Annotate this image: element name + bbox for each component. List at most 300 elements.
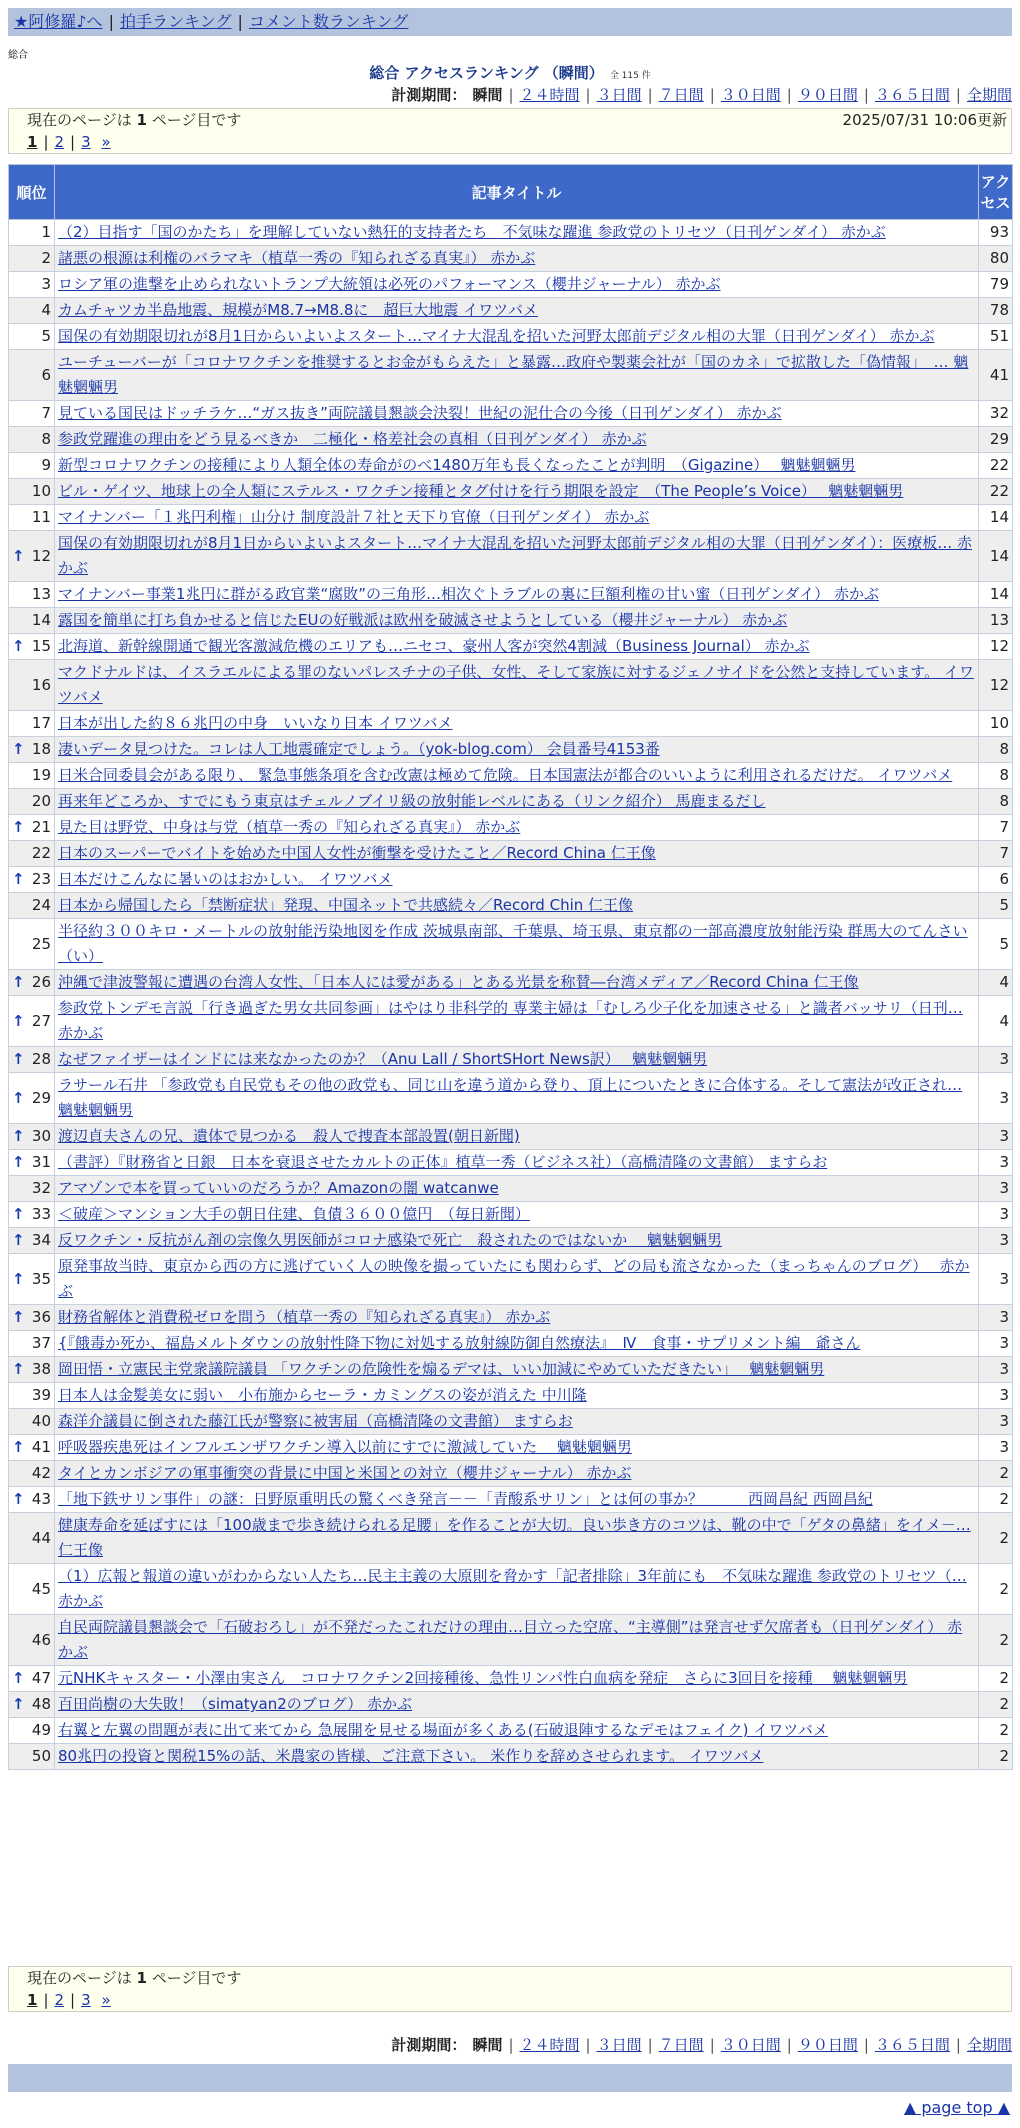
page-separator: | <box>43 1991 49 2009</box>
rank-up-arrow-icon: ↑ <box>12 1011 25 1030</box>
period-link[interactable]: ３０日間 <box>720 2036 781 2054</box>
article-title-link[interactable]: （2）目指す「国のかたち」を理解していない熱狂的支持者たち 不気味な躍進 参政党のトリセツ（日刊ゲンダイ） 赤かぶ <box>58 223 886 241</box>
table-row <box>9 401 1013 427</box>
period-link[interactable]: ７日間 <box>658 86 704 104</box>
rank-cell <box>9 1383 55 1409</box>
title-cell <box>55 1435 979 1461</box>
period-separator: | <box>647 86 653 104</box>
article-title-link[interactable]: 日本から帰国したら「禁断症状」発現、中国ネットで共感続々／Record Chin 仁王像 <box>58 896 634 914</box>
rank-cell <box>9 1047 55 1073</box>
article-title-link[interactable]: 日本が出した約８６兆円の中身 いいなり日本 イワツバメ <box>58 714 453 732</box>
rank-number: 6 <box>41 365 51 384</box>
page-link[interactable]: 2 <box>54 133 65 151</box>
article-title-link[interactable]: 健康寿命を延ばすには「100歳まで歩き続けられる足腰」を作ることが大切。良い歩き方のコツは、靴の中で「ゲタの鼻緒」をイメ－… 仁王像 <box>58 1516 971 1559</box>
access-count: 3 <box>979 1383 1013 1409</box>
period-link[interactable]: ３６５日間 <box>874 2036 950 2054</box>
page-info-post: ページ目です <box>151 1969 242 1987</box>
page-link[interactable]: 3 <box>81 133 91 151</box>
rank-cell <box>9 298 55 324</box>
rank-up-arrow-icon: ↑ <box>12 1205 25 1223</box>
period-link[interactable]: ９０日間 <box>797 86 858 104</box>
rank-cell <box>9 1461 55 1487</box>
access-count: 22 <box>979 453 1013 479</box>
article-title-link[interactable]: 見ている国民はドッチラケ…“ガス抜き”両院議員懇談会決裂！世紀の泥仕合の今後（日刊ゲンダイ） 赤かぶ <box>58 404 782 422</box>
rank-up-arrow-icon: ↑ <box>12 1269 25 1288</box>
period-separator: | <box>786 2036 792 2054</box>
rank-cell <box>9 660 55 711</box>
rank-number: 42 <box>31 1464 51 1482</box>
rank-up-arrow-icon: ↑ <box>12 1088 25 1107</box>
rank-cell <box>9 582 55 608</box>
table-row <box>9 1305 1013 1331</box>
rank-cell <box>9 1228 55 1254</box>
period-separator: | <box>709 2036 715 2054</box>
title-cell <box>55 1228 979 1254</box>
article-title-link[interactable]: カムチャツカ半島地震、規模がM8.7→M8.8に 超巨大地震 イワツバメ <box>58 301 538 319</box>
table-row <box>9 1047 1013 1073</box>
ranking-table <box>8 164 1013 1770</box>
period-link[interactable]: ３０日間 <box>720 86 781 104</box>
table-row <box>9 324 1013 350</box>
table-row <box>9 970 1013 996</box>
rank-cell <box>9 815 55 841</box>
rank-number: 32 <box>31 1179 51 1197</box>
access-count: 3 <box>979 1357 1013 1383</box>
table-row <box>9 1124 1013 1150</box>
title-cell <box>55 1254 979 1305</box>
page-separator: | <box>43 133 49 151</box>
rank-cell <box>9 272 55 298</box>
table-row <box>9 427 1013 453</box>
rank-number: 45 <box>31 1579 51 1598</box>
article-title-link[interactable]: ラサール石井 「参政党も自民党もその他の政党も、同じ山を違う道から登り、頂上についたときに合体する。そして憲法が改正され… 魑魅魍魎男 <box>58 1076 963 1119</box>
title-cell <box>55 246 979 272</box>
rank-cell <box>9 867 55 893</box>
access-count: 8 <box>979 737 1013 763</box>
rank-cell <box>9 453 55 479</box>
title-cell <box>55 1461 979 1487</box>
pager-bottom <box>8 1966 1012 2012</box>
article-title-link[interactable]: 凄いデータ見つけた。コレは人工地震確定でしょう。（yok-blog.com） 会員番号4153番 <box>58 740 660 758</box>
period-separator: | <box>508 2036 514 2054</box>
section-label: 総合 <box>8 50 28 61</box>
rank-cell <box>9 479 55 505</box>
table-row <box>9 1718 1013 1744</box>
access-count: 2 <box>979 1718 1013 1744</box>
rank-cell <box>9 220 55 246</box>
title-cell <box>55 1487 979 1513</box>
rank-number: 23 <box>31 870 51 888</box>
article-title-link[interactable]: 沖縄で津波警報に遭遇の台湾人女性、「日本人には愛がある」とある光景を称賛―台湾メディア／Record China 仁王像 <box>58 973 859 991</box>
table-row <box>9 1202 1013 1228</box>
table-row <box>9 272 1013 298</box>
table-row <box>9 220 1013 246</box>
rank-number: 7 <box>41 404 51 422</box>
rank-up-arrow-icon: ↑ <box>12 973 25 991</box>
table-row <box>9 246 1013 272</box>
article-title-link[interactable]: 岡田悟・立憲民主党衆議院議員 「ワクチンの危険性を煽るデマは、いい加減にやめていただきたい」 魑魅魍魎男 <box>58 1360 825 1378</box>
rank-up-arrow-icon: ↑ <box>12 637 25 655</box>
title-cell <box>55 711 979 737</box>
period-separator: | <box>863 86 869 104</box>
table-row <box>9 1357 1013 1383</box>
rank-up-arrow-icon: ↑ <box>12 1231 25 1249</box>
period-link[interactable]: ２４時間 <box>519 86 580 104</box>
article-title-link[interactable]: 元NHKキャスター・小澤由実さん コロナワクチン2回接種後、急性リンパ性白血病を発症 さらに3回目を接種 魑魅魍魎男 <box>58 1669 908 1687</box>
article-title-link[interactable]: 参政党トンデモ言説「行き過ぎた男女共同参画」はやはり非科学的 専業主婦は「むしろ少子化を加速させる」と識者バッサリ（日刊… 赤かぶ <box>58 999 963 1042</box>
rank-cell <box>9 1615 55 1666</box>
title-cell <box>55 272 979 298</box>
table-row <box>9 867 1013 893</box>
article-title-link[interactable]: なぜファイザーはインドには来なかったのか？（Anu Lall / ShortSHort News訳） 魑魅魍魎男 <box>58 1050 708 1068</box>
period-separator: | <box>709 86 715 104</box>
article-title-link[interactable]: アマゾンで本を買っていいのだろうか？Amazonの闇 watcanwe <box>58 1179 499 1197</box>
nav-separator: | <box>108 12 114 31</box>
access-count: 12 <box>979 660 1013 711</box>
rank-cell <box>9 1150 55 1176</box>
title-cell <box>55 1073 979 1124</box>
page-info-pre: 現在のページは <box>27 1969 132 1987</box>
title-cell <box>55 1357 979 1383</box>
article-title-link[interactable]: マクドナルドは、イスラエルによる罪のないパレスチナの子供、女性、そして家族に対するジェノサイドを公然と支持しています。 イワツバメ <box>58 663 974 706</box>
rank-number: 1 <box>41 223 51 241</box>
period-link[interactable]: 全期間 <box>966 2036 1012 2054</box>
rank-number: 43 <box>31 1490 51 1508</box>
rank-number: 16 <box>31 675 51 694</box>
period-link[interactable]: ７日間 <box>658 2036 704 2054</box>
period-label: 計測期間： <box>391 86 467 104</box>
period-link[interactable]: 全期間 <box>966 86 1012 104</box>
article-title-link[interactable]: 諸悪の根源は利権のバラマキ（植草一秀の『知られざる真実』） 赤かぶ <box>58 249 536 267</box>
rank-number: 39 <box>31 1386 51 1404</box>
total-count: 全 115 件 <box>609 71 651 81</box>
rank-cell <box>9 1409 55 1435</box>
table-row <box>9 737 1013 763</box>
table-row <box>9 531 1013 582</box>
rank-number: 3 <box>41 275 51 293</box>
article-title-link[interactable]: 反ワクチン・反抗がん剤の宗像久男医師がコロナ感染で死亡 殺されたのではないか 魑魅魍魎男 <box>58 1231 723 1249</box>
article-title-link[interactable]: 半径約３００キロ・メートルの放射能汚染地図を作成 茨城県南部、千葉県、埼玉県、東京都の一部高濃度放射能汚染 群馬大のてんさい（い） <box>58 922 968 965</box>
rank-number: 36 <box>31 1308 51 1326</box>
rank-up-arrow-icon: ↑ <box>12 1360 25 1378</box>
access-count: 41 <box>979 350 1013 401</box>
article-title-link[interactable]: マイナンバー事業1兆円に群がる政官業“腐敗”の三角形…相次ぐトラブルの裏に巨額利権の甘い蜜（日刊ゲンダイ） 赤かぶ <box>58 585 879 603</box>
article-title-link[interactable]: ＜破産＞マンション大手の朝日住建、負債３６００億円 （毎日新聞） <box>58 1205 530 1223</box>
access-count: 3 <box>979 1176 1013 1202</box>
access-count: 93 <box>979 220 1013 246</box>
period-separator: | <box>955 86 961 104</box>
page-top-link[interactable]: ▲ page top ▲ <box>903 2098 1010 2117</box>
access-count: 13 <box>979 608 1013 634</box>
rank-cell <box>9 1357 55 1383</box>
header-access: アクセス <box>979 165 1013 220</box>
page-link[interactable]: 2 <box>54 1991 65 2009</box>
article-title-link[interactable]: 日本だけこんなに暑いのはおかしい。 イワツバメ <box>58 870 393 888</box>
title-cell <box>55 1744 979 1770</box>
access-count: 3 <box>979 1124 1013 1150</box>
article-title-link[interactable]: 日本人は金髪美女に弱い＿小布施からセーラ・カミングスの姿が消えた 中川隆 <box>58 1386 587 1404</box>
table-row <box>9 1435 1013 1461</box>
rank-number: 47 <box>31 1669 51 1687</box>
access-count: 8 <box>979 763 1013 789</box>
period-link[interactable]: ３日間 <box>596 86 642 104</box>
title-cell <box>55 401 979 427</box>
article-title-link[interactable]: 国保の有効期限切れが8月1日からいよいよスタート…マイナ大混乱を招いた河野太郎前デジタル相の大罪（日刊ゲンダイ） 赤かぶ <box>58 327 935 345</box>
title-cell <box>55 505 979 531</box>
rank-number: 11 <box>31 508 51 526</box>
rank-number: 5 <box>41 327 51 345</box>
rank-up-arrow-icon: ↑ <box>12 1695 25 1713</box>
access-count: 79 <box>979 272 1013 298</box>
article-title-link[interactable]: 見た目は野党、中身は与党（植草一秀の『知られざる真実』） 赤かぶ <box>58 818 521 836</box>
title-cell <box>55 427 979 453</box>
rank-up-arrow-icon: ↑ <box>12 1050 25 1068</box>
rank-number: 31 <box>31 1153 51 1171</box>
table-row <box>9 815 1013 841</box>
access-count: 14 <box>979 531 1013 582</box>
access-count: 3 <box>979 1305 1013 1331</box>
rank-cell <box>9 1692 55 1718</box>
title-cell <box>55 531 979 582</box>
rank-cell <box>9 1744 55 1770</box>
rank-number: 4 <box>41 301 51 319</box>
rank-cell <box>9 1124 55 1150</box>
article-title-link[interactable]: 右翼と左翼の問題が表に出て来てから 急展開を見せる場面が多くある(石破退陣するなデモはフェイク) イワツバメ <box>58 1721 828 1739</box>
title-cell <box>55 608 979 634</box>
access-count: 3 <box>979 1409 1013 1435</box>
access-count: 5 <box>979 919 1013 970</box>
table-row <box>9 1513 1013 1564</box>
rank-number: 30 <box>31 1127 51 1145</box>
current-page-info <box>9 109 1011 131</box>
article-title-link[interactable]: （書評）『財務省と日銀 日本を衰退させたカルトの正体』植草一秀（ビジネス社）（高橋清隆の文書館） ますらお <box>58 1153 828 1171</box>
period-link[interactable]: ３６５日間 <box>874 86 950 104</box>
next-page-link[interactable]: » <box>101 1991 111 2009</box>
article-title-link[interactable]: 露国を簡単に打ち負かせると信じたEUの好戦派は欧州を破滅させようとしている（櫻井ジャーナル） 赤かぶ <box>58 611 788 629</box>
rank-cell <box>9 246 55 272</box>
period-link[interactable]: ３日間 <box>596 2036 642 2054</box>
rank-number: 37 <box>31 1334 51 1352</box>
rank-cell <box>9 1718 55 1744</box>
rank-number: 26 <box>31 973 51 991</box>
rank-cell <box>9 893 55 919</box>
access-count: 80 <box>979 246 1013 272</box>
article-title-link[interactable]: 「地下鉄サリン事件」の謎：日野原重明氏の驚くべき発言－－「青酸系サリン」とは何の事か？ 西岡昌紀 西岡昌紀 <box>58 1490 873 1508</box>
article-title-link[interactable]: 国保の有効期限切れが8月1日からいよいよスタート…マイナ大混乱を招いた河野太郎前デジタル相の大罪（日刊ゲンダイ）：医療板… 赤かぶ <box>58 534 972 577</box>
ranking-title <box>0 62 1020 83</box>
article-title-link[interactable]: ロシア軍の進撃を止められないトランプ大統領は必死のパフォーマンス（櫻井ジャーナル） 赤かぶ <box>58 275 721 293</box>
title-cell <box>55 324 979 350</box>
title-cell <box>55 1615 979 1666</box>
rank-number: 15 <box>31 637 51 655</box>
rank-cell <box>9 427 55 453</box>
article-title-link[interactable]: 呼吸器疾患死はインフルエンザワクチン導入以前にすでに激減していた 魑魅魍魎男 <box>58 1438 632 1456</box>
article-title-link[interactable]: タイとカンボジアの軍事衝突の背景に中国と米国との対立（櫻井ジャーナル） 赤かぶ <box>58 1464 632 1482</box>
table-row <box>9 1176 1013 1202</box>
article-title-link[interactable]: 日本のスーパーでバイトを始めた中国人女性が衝撃を受けたこと／Record China 仁王像 <box>58 844 656 862</box>
table-row <box>9 1744 1013 1770</box>
article-title-link[interactable]: 再来年どころか、すでにもう東京はチェルノブイリ級の放射能レベルにある（リンク紹介） 馬鹿まるだし <box>58 792 766 810</box>
header-title: 記事タイトル <box>55 165 979 220</box>
access-count: 2 <box>979 1564 1013 1615</box>
rank-cell <box>9 841 55 867</box>
title-cell <box>55 1513 979 1564</box>
rank-cell <box>9 1073 55 1124</box>
access-count: 3 <box>979 1202 1013 1228</box>
table-row <box>9 298 1013 324</box>
title-cell <box>55 350 979 401</box>
article-title-link[interactable]: 森洋介議員に倒された藤江氏が警察に被害届（高橋清隆の文書館） ますらお <box>58 1412 573 1430</box>
comment-ranking-link[interactable]: コメント数ランキング <box>248 12 409 31</box>
rank-up-arrow-icon: ↑ <box>12 740 25 758</box>
title-cell <box>55 919 979 970</box>
table-row <box>9 505 1013 531</box>
article-title-link[interactable]: （1）広報と報道の違いがわからない人たち…民主主義の大原則を脅かす「記者排除」3年前にも 不気味な躍進 参政党のトリセツ（… 赤かぶ <box>58 1567 967 1610</box>
rank-cell <box>9 1305 55 1331</box>
current-page-info-bottom <box>9 1967 1011 1989</box>
page-current: 1 <box>27 133 38 151</box>
table-row <box>9 1073 1013 1124</box>
access-count: 7 <box>979 841 1013 867</box>
title-cell <box>55 1564 979 1615</box>
article-title-link[interactable]: 自民両院議員懇談会で「石破おろし」が不発だったこれだけの理由…目立った空席、“主導側”は発言せず欠席者も（日刊ゲンダイ） 赤かぶ <box>58 1618 963 1661</box>
rank-cell <box>9 350 55 401</box>
rank-cell <box>9 1254 55 1305</box>
period-separator: | <box>508 86 514 104</box>
table-row <box>9 996 1013 1047</box>
rank-cell <box>9 634 55 660</box>
rank-up-arrow-icon: ↑ <box>12 546 25 565</box>
rank-cell <box>9 401 55 427</box>
rank-number: 18 <box>31 740 51 758</box>
title-cell <box>55 453 979 479</box>
article-title-link[interactable]: 新型コロナワクチンの接種により人類全体の寿命がのべ1480万年も長くなったことが判明 （Gigazine） 魑魅魍魎男 <box>58 456 856 474</box>
home-link[interactable]: ★阿修羅♪へ <box>14 12 103 31</box>
page-link[interactable]: 3 <box>81 1991 91 2009</box>
article-title-link[interactable]: ユーチューバーが「コロナワクチンを推奨するとお金がもらえた」と暴露…政府や製薬会社が「国のカネ」で拡散した「偽情報」 … 魑魅魍魎男 <box>58 353 969 396</box>
rank-number: 19 <box>31 766 51 784</box>
article-title-link[interactable]: 財務省解体と消費税ゼロを問う（植草一秀の『知られざる真実』） 赤かぶ <box>58 1308 551 1326</box>
table-row <box>9 1487 1013 1513</box>
rank-number: 50 <box>31 1747 51 1765</box>
title-cell <box>55 298 979 324</box>
clap-ranking-link[interactable]: 拍手ランキング <box>119 12 232 31</box>
rank-number: 34 <box>31 1231 51 1249</box>
rank-number: 28 <box>31 1050 51 1068</box>
title-cell <box>55 737 979 763</box>
access-count: 7 <box>979 815 1013 841</box>
access-count: 5 <box>979 893 1013 919</box>
article-title-link[interactable]: 参政党躍進の理由をどう見るべきか 二極化・格差社会の真相（日刊ゲンダイ） 赤かぶ <box>58 430 647 448</box>
rank-up-arrow-icon: ↑ <box>12 1127 25 1145</box>
access-count: 3 <box>979 1331 1013 1357</box>
access-count: 8 <box>979 789 1013 815</box>
rank-cell <box>9 1513 55 1564</box>
period-selector-top <box>391 84 1012 105</box>
table-row <box>9 634 1013 660</box>
rank-number: 46 <box>31 1630 51 1649</box>
access-count: 2 <box>979 1615 1013 1666</box>
access-count: 14 <box>979 582 1013 608</box>
article-title-link[interactable]: 渡辺貞夫さんの兄、遺体で見つかる 殺人で捜査本部設置(朝日新聞) <box>58 1127 520 1145</box>
header-rank: 順位 <box>9 165 55 220</box>
table-row <box>9 789 1013 815</box>
table-row <box>9 1615 1013 1666</box>
table-row <box>9 1331 1013 1357</box>
article-title-link[interactable]: {『餓毒か死か、福島メルトダウンの放射性降下物に対処する放射線防御自然療法』 Ⅳ 食事・サプリメント編 爺さん <box>58 1334 861 1352</box>
title-cell <box>55 789 979 815</box>
page-info-number: 1 <box>136 1969 147 1987</box>
rank-number: 33 <box>31 1205 51 1223</box>
rank-number: 24 <box>31 896 51 914</box>
access-count: 4 <box>979 996 1013 1047</box>
access-count: 3 <box>979 1047 1013 1073</box>
rank-number: 9 <box>41 456 51 474</box>
table-row <box>9 1692 1013 1718</box>
table-row <box>9 893 1013 919</box>
article-title-link[interactable]: マイナンバー「１兆円利権」山分け 制度設計７社と天下り官僚（日刊ゲンダイ） 赤かぶ <box>58 508 650 526</box>
period-label: 計測期間： <box>391 2036 467 2054</box>
title-cell <box>55 867 979 893</box>
article-title-link[interactable]: 百田尚樹の大失敗！（simatyan2のブログ） 赤かぶ <box>58 1695 413 1713</box>
rank-cell <box>9 763 55 789</box>
article-title-link[interactable]: 原発事故当時、東京から西の方に逃げていく人の映像を撮っていたにも関わらず、どの局も流さなかった（まっちゃんのブログ） 赤かぶ <box>58 1257 970 1300</box>
access-count: 2 <box>979 1513 1013 1564</box>
rank-cell <box>9 789 55 815</box>
rank-cell <box>9 1564 55 1615</box>
period-link[interactable]: ２４時間 <box>519 2036 580 2054</box>
article-title-link[interactable]: ビル・ゲイツ、地球上の全人類にステルス・ワクチン接種とタグ付けを行う期限を設定 （The People’s Voice） 魑魅魍魎男 <box>58 482 904 500</box>
title-cell <box>55 220 979 246</box>
page-info-number: 1 <box>136 111 147 129</box>
nav-separator: | <box>237 12 243 31</box>
access-count: 2 <box>979 1461 1013 1487</box>
table-row <box>9 608 1013 634</box>
access-count: 29 <box>979 427 1013 453</box>
access-count: 2 <box>979 1692 1013 1718</box>
title-cell <box>55 1718 979 1744</box>
title-cell <box>55 996 979 1047</box>
access-count: 4 <box>979 970 1013 996</box>
table-row <box>9 1461 1013 1487</box>
rank-cell <box>9 1331 55 1357</box>
article-title-link[interactable]: 日米合同委員会がある限り、 緊急事態条項を含む改憲は極めて危険。日本国憲法が都合のいいように利用されるだけだ。 イワツバメ <box>58 766 953 784</box>
rank-number: 22 <box>31 844 51 862</box>
rank-number: 17 <box>31 714 51 732</box>
page-links <box>9 131 1011 153</box>
access-count: 2 <box>979 1744 1013 1770</box>
title-cell <box>55 660 979 711</box>
title-cell <box>55 841 979 867</box>
rank-cell <box>9 1666 55 1692</box>
period-current: 瞬間 <box>472 86 503 104</box>
ranking-title-text: 総合 アクセスランキング （瞬間） <box>369 64 604 82</box>
period-link[interactable]: ９０日間 <box>797 2036 858 2054</box>
title-cell <box>55 1176 979 1202</box>
next-page-link[interactable]: » <box>101 133 111 151</box>
title-cell <box>55 1409 979 1435</box>
period-separator: | <box>955 2036 961 2054</box>
table-row <box>9 841 1013 867</box>
rank-number: 8 <box>41 430 51 448</box>
table-row <box>9 763 1013 789</box>
rank-cell <box>9 1202 55 1228</box>
article-title-link[interactable]: 北海道、新幹線開通で観光客激減危機のエリアも…ニセコ、豪州人客が突然4割減（Business Journal） 赤かぶ <box>58 637 810 655</box>
rank-number: 44 <box>31 1528 51 1547</box>
title-cell <box>55 815 979 841</box>
article-title-link[interactable]: 80兆円の投資と関税15%の話、米農家の皆様、ご注意下さい。 米作りを辞めさせられます。 イワツバメ <box>58 1747 764 1765</box>
access-count: 3 <box>979 1228 1013 1254</box>
